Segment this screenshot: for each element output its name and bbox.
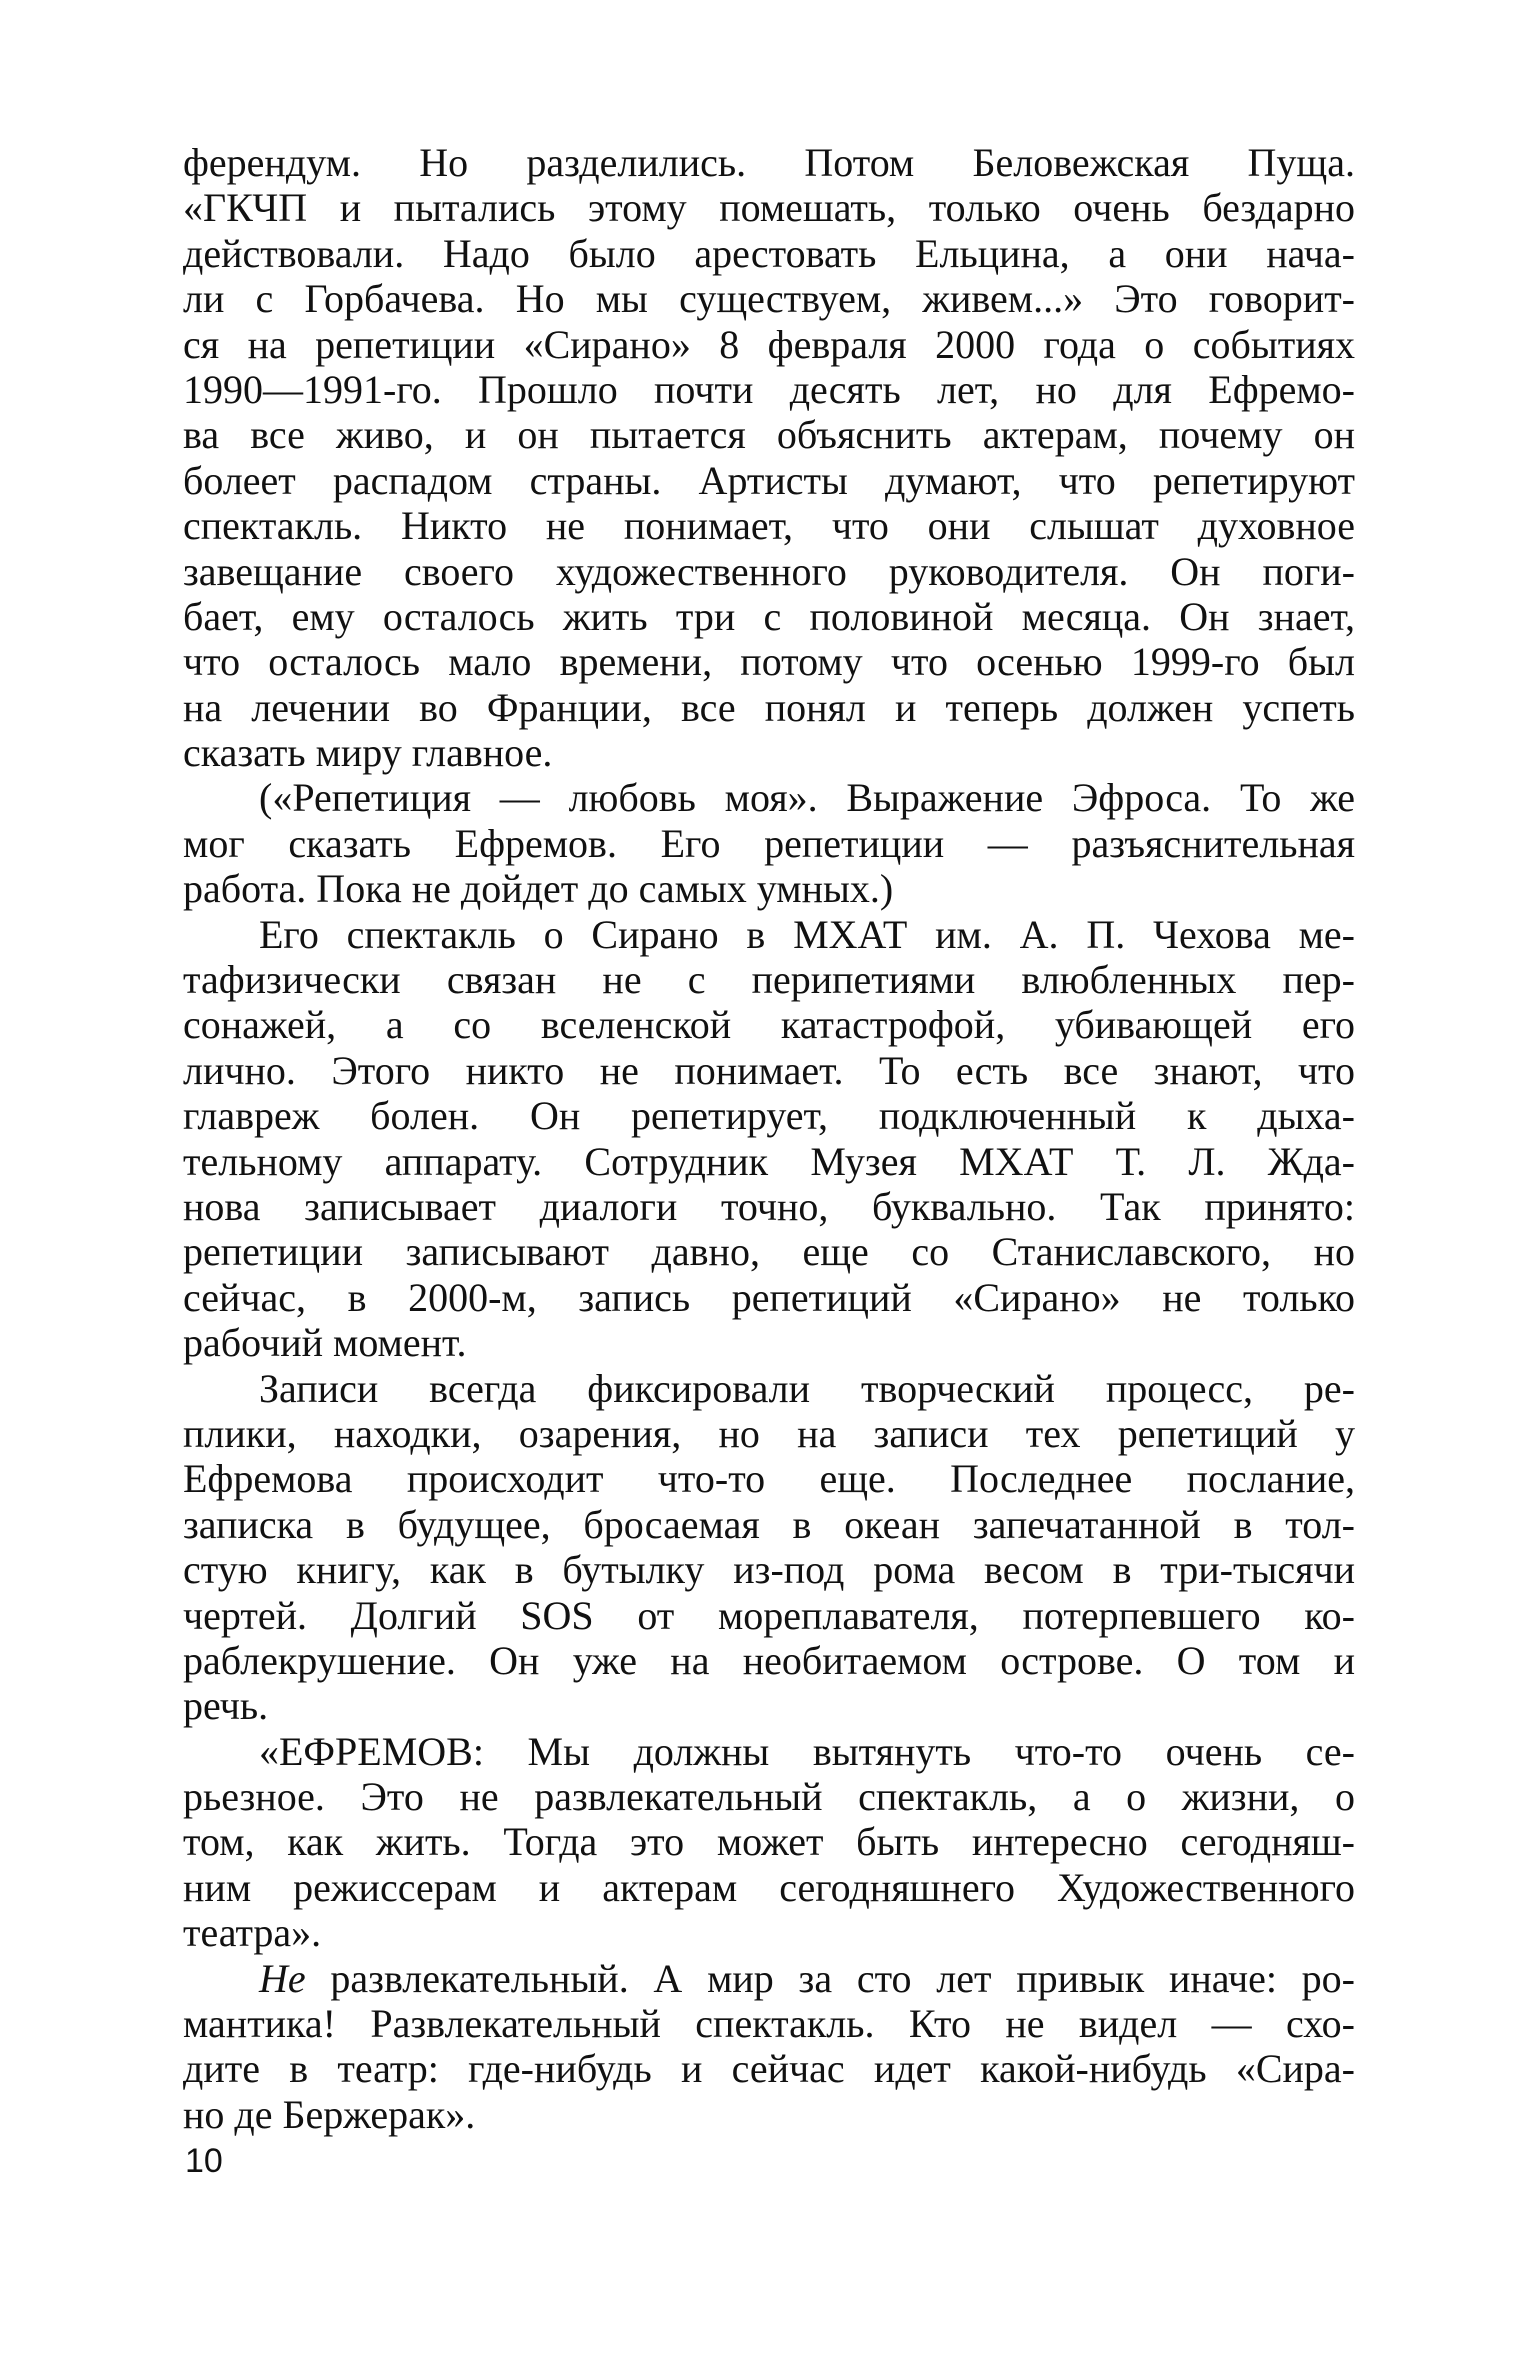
text-line: Записи всегда фиксировали творческий процесс, ре-	[259, 1365, 1355, 1411]
paragraph-3	[183, 912, 1355, 1366]
text-line: «ЕФРЕМОВ: Мы должны вытянуть что-то очень се-	[259, 1728, 1355, 1774]
text-line: («Репетиция — любовь моя». Выражение Эфроса. То же	[259, 775, 1355, 821]
text-line: болеет распадом страны. Артисты думают, что репетируют	[183, 457, 1355, 503]
text-line: чертей. Долгий SOS от мореплавателя, потерпевшего ко-	[183, 1592, 1355, 1638]
text-line: репетиции записывают давно, еще со Станиславского, но	[183, 1229, 1355, 1275]
italic-lead-word: Не	[259, 1955, 306, 2001]
text-line: ся на репетиции «Сирано» 8 февраля 2000 года о событиях	[183, 321, 1355, 367]
page-number: 10	[185, 2142, 223, 2180]
paragraph-5	[183, 1729, 1355, 1956]
text-line: стую книгу, как в бутылку из-под рома весом в три-тысячи	[183, 1547, 1355, 1593]
text-line: главреж болен. Он репетирует, подключенный к дыха-	[183, 1093, 1355, 1139]
text-line: но де Бержерак».	[183, 2091, 476, 2137]
paragraph-6	[183, 1956, 1355, 2138]
text-line: рабочий момент.	[183, 1320, 467, 1366]
text-line: Его спектакль о Сирано в МХАТ им. А. П. Чехова ме-	[259, 911, 1355, 957]
text-line: театра».	[183, 1910, 322, 1956]
text-line: дите в театр: где-нибудь и сейчас идет какой-нибудь «Сира-	[183, 2046, 1355, 2092]
text-line: мог сказать Ефремов. Его репетиции — разъяснительная	[183, 820, 1355, 866]
text-line: сейчас, в 2000-м, запись репетиций «Сирано» не только	[183, 1274, 1355, 1320]
text-line: ферендум. Но разделились. Потом Беловежская Пуща.	[183, 140, 1355, 185]
text-line: лично. Этого никто не понимает. То есть все знают, что	[183, 1047, 1355, 1093]
text-line: действовали. Надо было арестовать Ельцина, а они нача-	[183, 230, 1355, 276]
text-line: рьезное. Это не развлекательный спектакль, а о жизни, о	[183, 1774, 1355, 1820]
paragraph-1	[183, 140, 1355, 775]
text-line: «ГКЧП и пытались этому помешать, только очень бездарно	[183, 185, 1355, 231]
text-line: ним режиссерам и актерам сегодняшнего Художественного	[183, 1864, 1355, 1910]
text-line: что осталось мало времени, потому что осенью 1999-го был	[183, 639, 1355, 685]
text-line: мантика! Развлекательный спектакль. Кто не видел — схо-	[183, 2001, 1355, 2047]
text-line-rest: развлекательный. А мир за сто лет привык иначе: ро-	[305, 1955, 1355, 2001]
text-line: сказать миру главное.	[183, 730, 553, 776]
text-line: тафизически связан не с перипетиями влюбленных пер-	[183, 957, 1355, 1003]
text-line: записка в будущее, бросаемая в океан запечатанной в тол-	[183, 1501, 1355, 1547]
text-line: ли с Горбачева. Но мы существуем, живем...» Это говорит-	[183, 276, 1355, 322]
text-line: нова записывает диалоги точно, буквально. Так принято:	[183, 1183, 1355, 1229]
text-line: плики, находки, озарения, но на записи тех репетиций у	[183, 1410, 1355, 1456]
paragraph-2	[183, 775, 1355, 911]
text-line: тельному аппарату. Сотрудник Музея МХАТ Т. Л. Жда-	[183, 1138, 1355, 1184]
text-line: работа. Пока не дойдет до самых умных.)	[183, 866, 894, 912]
text-line	[183, 1956, 1355, 2001]
page-text	[183, 140, 1355, 2137]
paragraph-4	[183, 1366, 1355, 1729]
text-line: раблекрушение. Он уже на необитаемом острове. О том и	[183, 1637, 1355, 1683]
text-line: 1990—1991-го. Прошло почти десять лет, но для Ефремо-	[183, 366, 1355, 412]
text-line: сонажей, а со вселенской катастрофой, убивающей его	[183, 1002, 1355, 1048]
text-line: том, как жить. Тогда это может быть интересно сегодняш-	[183, 1819, 1355, 1865]
text-line: бает, ему осталось жить три с половиной месяца. Он знает,	[183, 593, 1355, 639]
text-line: спектакль. Никто не понимает, что они слышат духовное	[183, 503, 1355, 549]
text-line: на лечении во Франции, все понял и теперь должен успеть	[183, 684, 1355, 730]
text-line: ва все живо, и он пытается объяснить актерам, почему он	[183, 412, 1355, 458]
text-line: речь.	[183, 1683, 269, 1729]
text-line: завещание своего художественного руководителя. Он поги-	[183, 548, 1355, 594]
text-line: Ефремова происходит что-то еще. Последнее послание,	[183, 1456, 1355, 1502]
